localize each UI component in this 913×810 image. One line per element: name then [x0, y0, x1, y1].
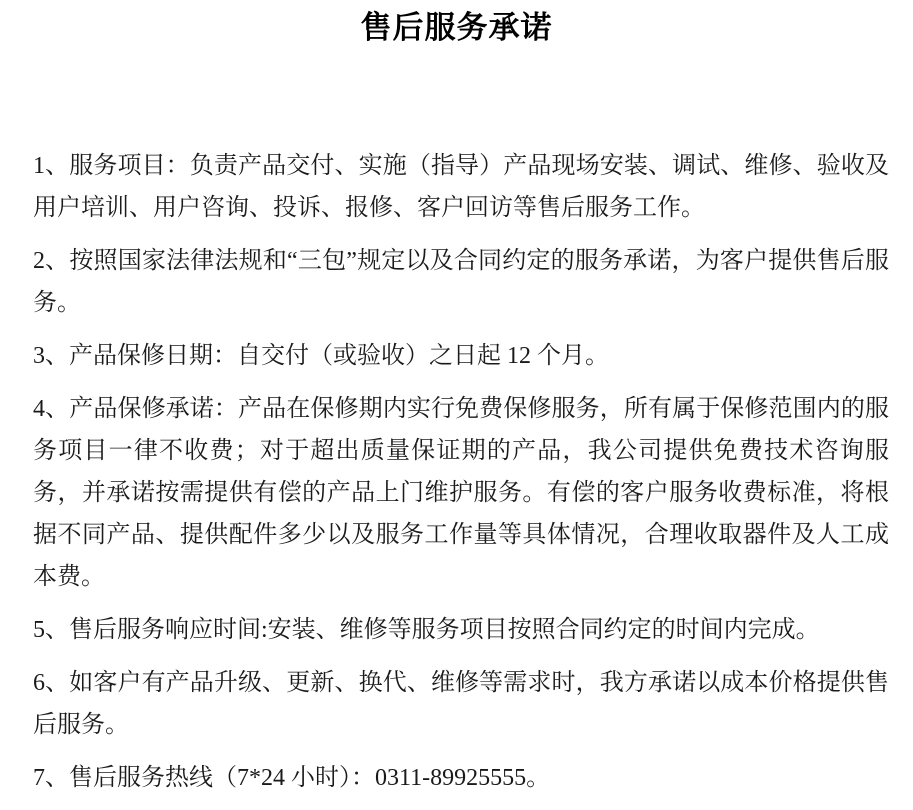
document-body: [0, 145, 913, 799]
paragraph-legal-compliance: 2、按照国家法律法规和“三包”规定以及合同约定的服务承诺，为客户提供售后服务。: [33, 248, 889, 316]
paragraph-service-items: 1、服务项目：负责产品交付、实施（指导）产品现场安装、调试、维修、验收及用户培训、用户咨询、投诉、报修、客户回访等售后服务工作。: [33, 153, 889, 221]
paragraph-response-time: 5、售后服务响应时间:安装、维修等服务项目按照合同约定的时间内完成。: [33, 617, 820, 643]
document-title: 售后服务承诺: [360, 10, 553, 45]
paragraph-warranty-period: 3、产品保修日期：自交付（或验收）之日起 12 个月。: [33, 343, 609, 369]
paragraph-service-hotline: 7、售后服务热线（7*24 小时）：0311-89925555。: [33, 765, 551, 791]
paragraph-upgrade-service: 6、如客户有产品升级、更新、换代、维修等需求时，我方承诺以成本价格提供售后服务。: [33, 670, 889, 738]
paragraph-warranty-commitment: 4、产品保修承诺：产品在保修期内实行免费保修服务，所有属于保修范围内的服务项目一律不收费；对于超出质量保证期的产品，我公司提供免费技术咨询服务，并承诺按需提供有偿的产品上门维护服务。有偿的客户服务收费标准，将根据不同产品、提供配件多少以及服务工作量等具体情况，合理收取器件及人工成本费。: [33, 396, 889, 590]
